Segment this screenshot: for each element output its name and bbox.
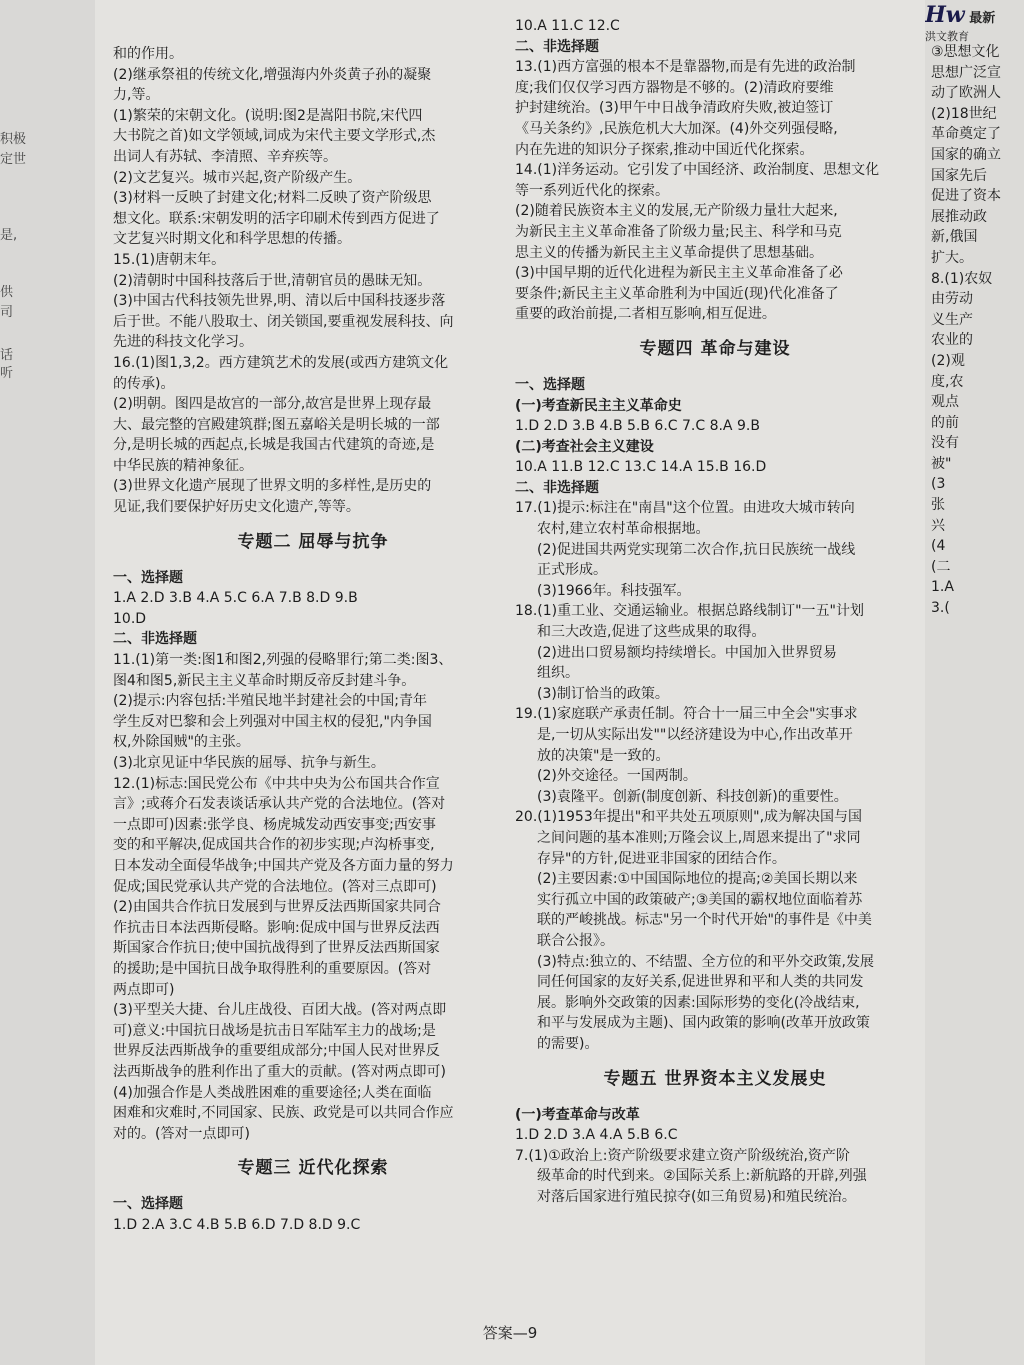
right-page-fragment: (二 <box>931 558 951 575</box>
answer-line: 20.(1)1953年提出"和平共处五项原则",成为解决国与国 <box>515 809 863 826</box>
answer-line: (2)提示:内容包括:半殖民地半封建社会的中国;青年 <box>113 693 427 710</box>
answer-line: 度;我们仅仅学习西方器物是不够的。(2)清政府要维 <box>515 79 834 96</box>
subheading: (二)考查社会主义建设 <box>515 438 654 455</box>
answer-line: (3)制订恰当的政策。 <box>537 685 669 702</box>
answer-line: 1.D 2.D 3.A 4.A 5.B 6.C <box>515 1127 678 1144</box>
brand-header <box>925 2 1024 44</box>
answer-line: 联的严峻挑战。标志"另一个时代开始"的事件是《中美 <box>537 912 872 929</box>
answer-line: 变的和平解决,促成国共合作的初步实现;卢沟桥事变, <box>113 837 435 854</box>
answer-line: (2)继承祭祖的传统文化,增强海内外炎黄子孙的凝聚 <box>113 66 432 83</box>
left-page-fragment: 积极 <box>0 132 27 147</box>
answer-line: 大书院之首)如文学领域,词成为宋代主要文学形式,杰 <box>113 128 436 145</box>
answer-line: (2)促进国共两党实现第二次合作,抗日民族统一战线 <box>537 541 856 558</box>
answer-line: 1.D 2.A 3.C 4.B 5.B 6.D 7.D 8.D 9.C <box>113 1216 361 1233</box>
answer-line: 和三大改造,促进了这些成果的取得。 <box>537 624 766 641</box>
right-page-fragment: 新,俄国 <box>931 229 978 246</box>
right-page-fragment: 的前 <box>931 414 959 431</box>
answer-line: 《马关条约》,民族危机大大加深。(4)外交列强侵略, <box>515 120 838 137</box>
answer-line: 两点即可) <box>113 981 175 998</box>
right-page-fragment: 动了欧洲人 <box>931 85 1001 102</box>
left-page-fragment: 话 <box>0 348 14 363</box>
answer-line: 组织。 <box>537 665 579 682</box>
left-page-fragment: 定世 <box>0 152 27 167</box>
answer-line: 重要的政治前提,二者相互影响,相互促进。 <box>515 306 776 323</box>
right-page-fragment: 革命奠定了 <box>931 126 1001 143</box>
answer-line: 作抗击日本法西斯侵略。影响:促成中国与世界反法西 <box>113 919 440 936</box>
right-page-fragment: 8.(1)农奴 <box>931 270 993 287</box>
right-page-fragment: 1.A <box>931 579 954 596</box>
answer-line: 17.(1)提示:标注在"南昌"这个位置。由进攻大城市转向 <box>515 500 855 517</box>
subheading: 二、非选择题 <box>515 38 599 55</box>
right-page-fragment: 观点 <box>931 394 959 411</box>
answer-line: 7.(1)①政治上:资产阶级要求建立资产阶级统治,资产阶 <box>515 1147 850 1164</box>
right-page-fragment: 义生产 <box>931 311 973 328</box>
answer-line: (3)北京见证中华民族的屈辱、抗争与新生。 <box>113 755 385 771</box>
answer-line: 19.(1)家庭联产承责任制。符合十一届三中全会"实事求 <box>515 706 858 723</box>
answer-line: (3)世界文化遗产展现了世界文明的多样性,是历史的 <box>113 478 432 495</box>
subheading: (一)考查革命与改革 <box>515 1106 640 1123</box>
answer-line: 14.(1)洋务运动。它引发了中国经济、政治制度、思想文化 <box>515 162 880 179</box>
answer-line: 之间问题的基本准则;万隆会议上,周恩来提出了"求同 <box>537 829 861 846</box>
answer-line: 大、最完整的宫殿建筑群;图五嘉峪关是明长城的一部 <box>113 416 440 433</box>
right-page-fragment: ③思想文化 <box>931 44 1000 60</box>
answer-line: (2)由国共合作抗日发展到与世界反法西斯国家共同合 <box>113 899 441 916</box>
answer-line: 1.A 2.D 3.B 4.A 5.C 6.A 7.B 8.D 9.B <box>113 590 358 607</box>
right-page-fragment: (2)观 <box>931 352 965 369</box>
answer-line: 12.(1)标志:国民党公布《中共中央为公布国共合作宣 <box>113 775 440 792</box>
left-page-fragment: 供 <box>0 285 14 300</box>
left-page-fragment: 听 <box>0 366 14 381</box>
answer-line: 可)意义:中国抗日战场是抗击日军陆军主力的战场;是 <box>113 1022 436 1039</box>
answer-line: 实行孤立中国的政策破产;③美国的霸权地位面临着苏 <box>537 891 863 908</box>
answer-line: 展。影响外交政策的因素:国际形势的变化(冷战结束, <box>537 994 860 1011</box>
answer-line: (2)文艺复兴。城市兴起,资产阶级产生。 <box>113 169 362 186</box>
right-page-fragment: 国家先后 <box>931 167 987 184</box>
answer-line: 同任何国家的友好关系,促进世界和平和人类的共同发 <box>537 974 864 991</box>
right-page-fragment: 由劳动 <box>931 291 973 308</box>
answer-line: 等一系列近代化的探索。 <box>515 182 669 199</box>
answer-line: (4)加强合作是人类战胜困难的重要途径;人类在面临 <box>113 1084 432 1101</box>
answer-line: 16.(1)图1,3,2。西方建筑艺术的发展(或西方建筑文化 <box>113 354 449 371</box>
answer-line: 文艺复兴时期文化和科学思想的传播。 <box>113 231 351 248</box>
right-page-fragment: 扩大。 <box>931 249 973 266</box>
answer-line: (2)外交途径。一国两制。 <box>537 768 697 785</box>
answer-line: 和的作用。 <box>113 46 183 62</box>
answer-line: 斯国家合作抗日;使中国抗战得到了世界反法西斯国家 <box>113 940 440 957</box>
right-page-edge <box>925 0 1024 1365</box>
page-footer: 答案—9 <box>482 1324 538 1342</box>
answer-line: 对落后国家进行殖民掠夺(如三角贸易)和殖民统治。 <box>537 1188 856 1205</box>
answer-line: 中华民族的精神象征。 <box>113 457 253 474</box>
answer-line: 13.(1)西方富强的根本不是靠器物,而是有先进的政治制 <box>515 59 856 76</box>
right-page-fragment: 展推动政 <box>931 208 987 225</box>
answer-line: 出词人有苏轼、李清照、辛弃疾等。 <box>113 148 337 165</box>
subheading: 二、非选择题 <box>515 479 599 496</box>
subheading: 二、非选择题 <box>113 631 197 648</box>
right-page-fragment: 思想广泛宣 <box>931 64 1001 81</box>
right-page-fragment: (3 <box>931 476 946 493</box>
answer-line: 力,等。 <box>113 87 160 104</box>
answer-line: 和平与发展成为主题)、国内政策的影响(改革开放政策 <box>537 1015 870 1032</box>
section-title: 专题三 近代化探索 <box>237 1158 389 1179</box>
section-title: 专题五 世界资本主义发展史 <box>603 1068 827 1089</box>
answer-line: (1)繁荣的宋朝文化。(说明:图2是嵩阳书院,宋代四 <box>113 107 423 124</box>
answer-line: 18.(1)重工业、交通运输业。根据总路线制订"一五"计划 <box>515 603 864 620</box>
answer-line: (3)特点:独立的、不结盟、全方位的和平外交政策,发展 <box>537 953 874 970</box>
answer-line: 正式形成。 <box>537 562 607 579</box>
answer-line: 学生反对巴黎和会上列强对中国主权的侵犯,"内争国 <box>113 713 432 730</box>
answer-line: 想文化。联系:宋朝发明的活字印刷术传到西方促进了 <box>113 210 440 227</box>
answer-line: 11.(1)第一类:图1和图2,列强的侵略罪行;第二类:图3、 <box>113 652 453 669</box>
answer-line: 放的决策"是一致的。 <box>537 747 670 764</box>
answer-line: 后于世。不能八股取士、闭关锁国,要重视发展科技、向 <box>113 313 454 330</box>
subheading: 一、选择题 <box>515 376 585 393</box>
answer-line: 1.D 2.D 3.B 4.B 5.B 6.C 7.C 8.A 9.B <box>515 418 760 435</box>
right-page-fragment: (2)18世纪 <box>931 105 997 122</box>
answer-line: 困难和灾难时,不同国家、民族、政党是可以共同合作应 <box>113 1105 454 1122</box>
right-page-fragment: (4 <box>931 538 946 555</box>
answer-line: 思主义的传播为新民主主义革命提供了思想基础。 <box>515 244 823 261</box>
answer-line: (3)中国早期的近代化进程为新民主主义革命准备了必 <box>515 265 843 282</box>
answer-line: 的传承)。 <box>113 375 175 392</box>
answer-line: 法西斯战争的胜利作出了重大的贡献。(答对两点即可) <box>113 1063 446 1080</box>
section-title: 专题四 革命与建设 <box>639 338 791 359</box>
answer-line: 15.(1)唐朝末年。 <box>113 251 226 268</box>
answer-line: 日本发动全面侵华战争;中国共产党及各方面力量的努力 <box>113 857 454 874</box>
right-page-fragment: 兴 <box>931 517 945 534</box>
answer-line: (2)进出口贸易额均持续增长。中国加入世界贸易 <box>537 644 837 661</box>
answer-line: 一点即可)因素:张学良、杨虎城发动西安事变;西安事 <box>113 816 436 833</box>
brand-text: 最新 <box>969 11 996 26</box>
answer-line: (2)明朝。图四是故宫的一部分,故宫是世界上现存最 <box>113 396 432 413</box>
answer-line: 是,一切从实际出发""以经济建设为中心,作出改革开 <box>537 727 853 743</box>
answer-line: 言》;或蒋介石发表谈话承认共产党的合法地位。(答对 <box>113 796 446 813</box>
answer-line: 10.A 11.C 12.C <box>515 18 620 34</box>
answer-line: 见证,我们要保护好历史文化遗产,等等。 <box>113 499 360 516</box>
answer-line: 10.A 11.B 12.C 13.C 14.A 15.B 16.D <box>515 459 767 476</box>
answer-page <box>95 0 925 1365</box>
answer-line: 图4和图5,新民主主义革命时期反帝反封建斗争。 <box>113 672 416 689</box>
right-page-fragment: 张 <box>931 497 945 514</box>
right-page-fragments <box>925 42 1024 619</box>
brand-sub: 洪文教育 <box>925 30 969 43</box>
answer-line: 促成;国民党承认共产党的合法地位。(答对三点即可) <box>113 878 437 895</box>
right-page-fragment: 3.( <box>931 600 950 617</box>
right-page-fragment: 度,农 <box>931 373 964 390</box>
answer-line: 为新民主主义革命准备了阶级力量;民主、科学和马克 <box>515 223 842 240</box>
right-page-fragment: 没有 <box>931 435 959 452</box>
left-page-fragment: 是, <box>0 228 18 243</box>
subheading: 一、选择题 <box>113 569 183 586</box>
answer-line: 内在先进的知识分子探索,推动中国近代化探索。 <box>515 141 814 158</box>
answer-line: (3)材料一反映了封建文化;材料二反映了资产阶级思 <box>113 190 432 207</box>
answer-line: 分,是明长城的西起点,长城是我国古代建筑的奇迹,是 <box>113 437 435 454</box>
answer-line: 权,外除国贼"的主张。 <box>113 734 250 751</box>
answer-line: (2)清朝时中国科技落后于世,清朝官员的愚昧无知。 <box>113 272 432 289</box>
answer-line: 存异"的方针,促进亚非国家的团结合作。 <box>537 850 786 867</box>
answer-line: 的援助;是中国抗日战争取得胜利的重要原因。(答对 <box>113 960 432 977</box>
subheading: (一)考查新民主主义革命史 <box>515 397 682 414</box>
right-column <box>515 0 915 1207</box>
subheading: 一、选择题 <box>113 1196 183 1213</box>
answer-line: (3)1966年。科技强军。 <box>537 582 691 599</box>
answer-line: 级革命的时代到来。②国际关系上:新航路的开辟,列强 <box>537 1168 867 1185</box>
answer-line: (2)主要因素:①中国国际地位的提高;②美国长期以来 <box>537 871 858 888</box>
answer-line: 世界反法西斯战争的重要组成部分;中国人民对世界反 <box>113 1043 440 1060</box>
right-page-fragment: 促进了资本 <box>931 188 1001 205</box>
answer-line: 对的。(答对一点即可) <box>113 1125 250 1142</box>
answer-line: 先进的科技文化学习。 <box>113 334 253 351</box>
right-page-fragment: 农业的 <box>931 332 973 349</box>
answer-line: (3)平型关大捷、台儿庄战役、百团大战。(答对两点即 <box>113 1002 447 1019</box>
answer-line: 要条件;新民主主义革命胜利为中国近(现)代化准备了 <box>515 285 839 302</box>
answer-line: (2)随着民族资本主义的发展,无产阶级力量壮大起来, <box>515 203 838 220</box>
brand-logo: Hw <box>925 2 965 28</box>
right-page-fragment: 国家的确立 <box>931 146 1001 163</box>
left-page-fragment: 司 <box>0 305 14 320</box>
answer-line: (3)袁隆平。创新(制度创新、科技创新)的重要性。 <box>537 788 848 805</box>
answer-line: 护封建统治。(3)甲午中日战争清政府失败,被迫签订 <box>515 100 834 117</box>
answer-line: 联合公报》。 <box>537 932 614 949</box>
left-column <box>113 0 513 1235</box>
section-title: 专题二 屈辱与抗争 <box>237 531 389 552</box>
answer-line: 10.D <box>113 610 147 627</box>
answer-line: (3)中国古代科技领先世界,明、清以后中国科技逐步落 <box>113 293 446 310</box>
left-page-edge <box>0 0 95 1365</box>
right-page-fragment: 被" <box>931 455 952 472</box>
answer-line: 农村,建立农村革命根据地。 <box>537 521 710 538</box>
answer-line: 的需要)。 <box>537 1035 599 1052</box>
